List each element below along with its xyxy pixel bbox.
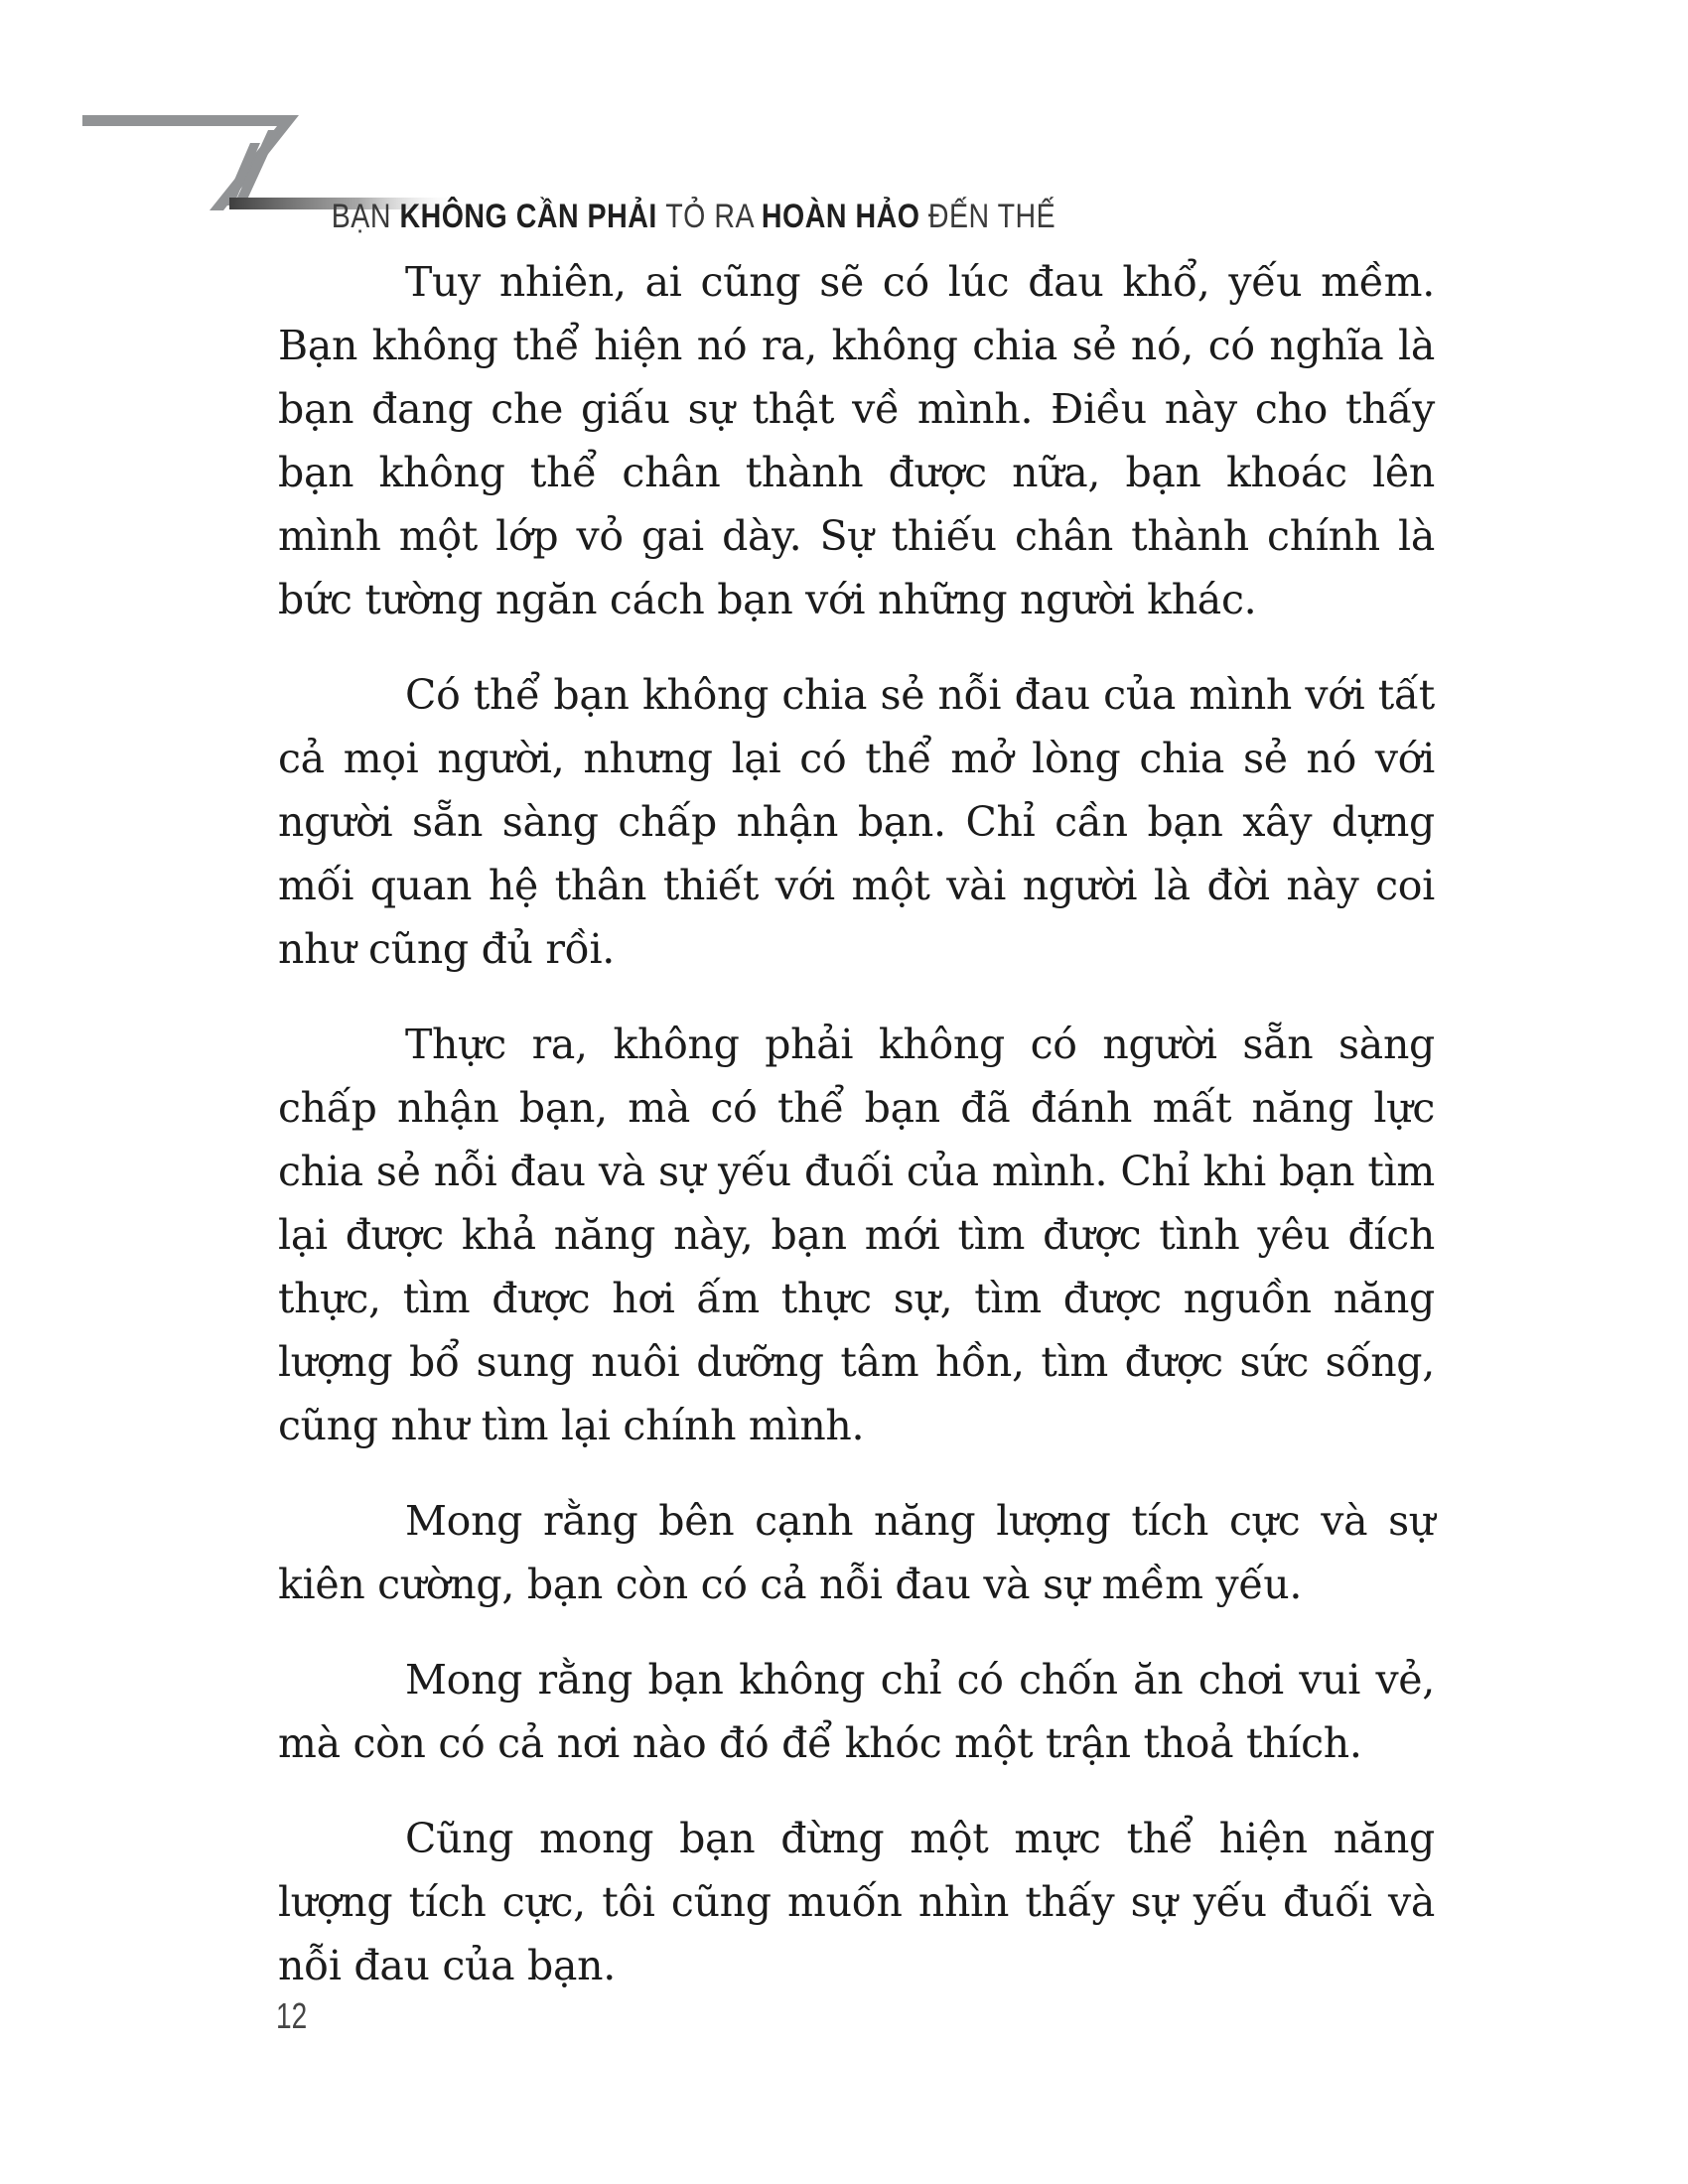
running-head-segment: HOÀN HẢO	[761, 198, 928, 235]
body-text	[278, 250, 1435, 2029]
paragraph-1: Tuy nhiên, ai cũng sẽ có lúc đau khổ, yếu mềm. Bạn không thể hiện nó ra, không chia sẻ nó, có nghĩa là bạn đang che giấu sự thật về mình. Điều này cho thấy bạn không thể chân thành được nữa, bạn khoác lên mình một lớp vỏ gai dày. Sự thiếu chân thành chính là bức tường ngăn cách bạn với những người khác.	[278, 258, 1435, 623]
paragraph-5: Mong rằng bạn không chỉ có chốn ăn chơi vui vẻ, mà còn có cả nơi nào đó để khóc một trận thoả thích.	[278, 1656, 1435, 1767]
running-head-segment: KHÔNG CẦN PHẢI	[399, 198, 666, 235]
paragraph-6: Cũng mong bạn đừng một mực thể hiện năng lượng tích cực, tôi cũng muốn nhìn thấy sự yếu đuối và nỗi đau của bạn.	[278, 1815, 1435, 1989]
logo-bar-and-slash	[82, 115, 299, 210]
paragraph-2: Có thể bạn không chia sẻ nỗi đau của mình với tất cả mọi người, nhưng lại có thể mở lòng chia sẻ nó với người sẵn sàng chấp nhận bạn. Chỉ cần bạn xây dựng mối quan hệ thân thiết với một vài người là đời này coi như cũng đủ rồi.	[278, 671, 1435, 973]
page-number: 12	[276, 1995, 308, 2036]
paragraph-4: Mong rằng bên cạnh năng lượng tích cực và sự kiên cường, bạn còn có cả nỗi đau và sự mềm yếu.	[278, 1497, 1435, 1608]
running-head	[298, 151, 1056, 235]
paragraph-3: Thực ra, không phải không có người sẵn sàng chấp nhận bạn, mà có thể bạn đã đánh mất năng lực chia sẻ nỗi đau và sự yếu đuối của mình. Chỉ khi bạn tìm lại được khả năng này, bạn mới tìm được tình yêu đích thực, tìm được hơi ấm thực sự, tìm được nguồn năng lượng bổ sung nuôi dưỡng tâm hồn, tìm được sức sống, cũng như tìm lại chính mình.	[278, 1021, 1435, 1449]
running-head-segment: TỎ RA	[665, 198, 762, 235]
running-head-segment: BẠN	[331, 198, 400, 235]
running-head-segment: ĐẾN THẾ	[927, 198, 1056, 235]
